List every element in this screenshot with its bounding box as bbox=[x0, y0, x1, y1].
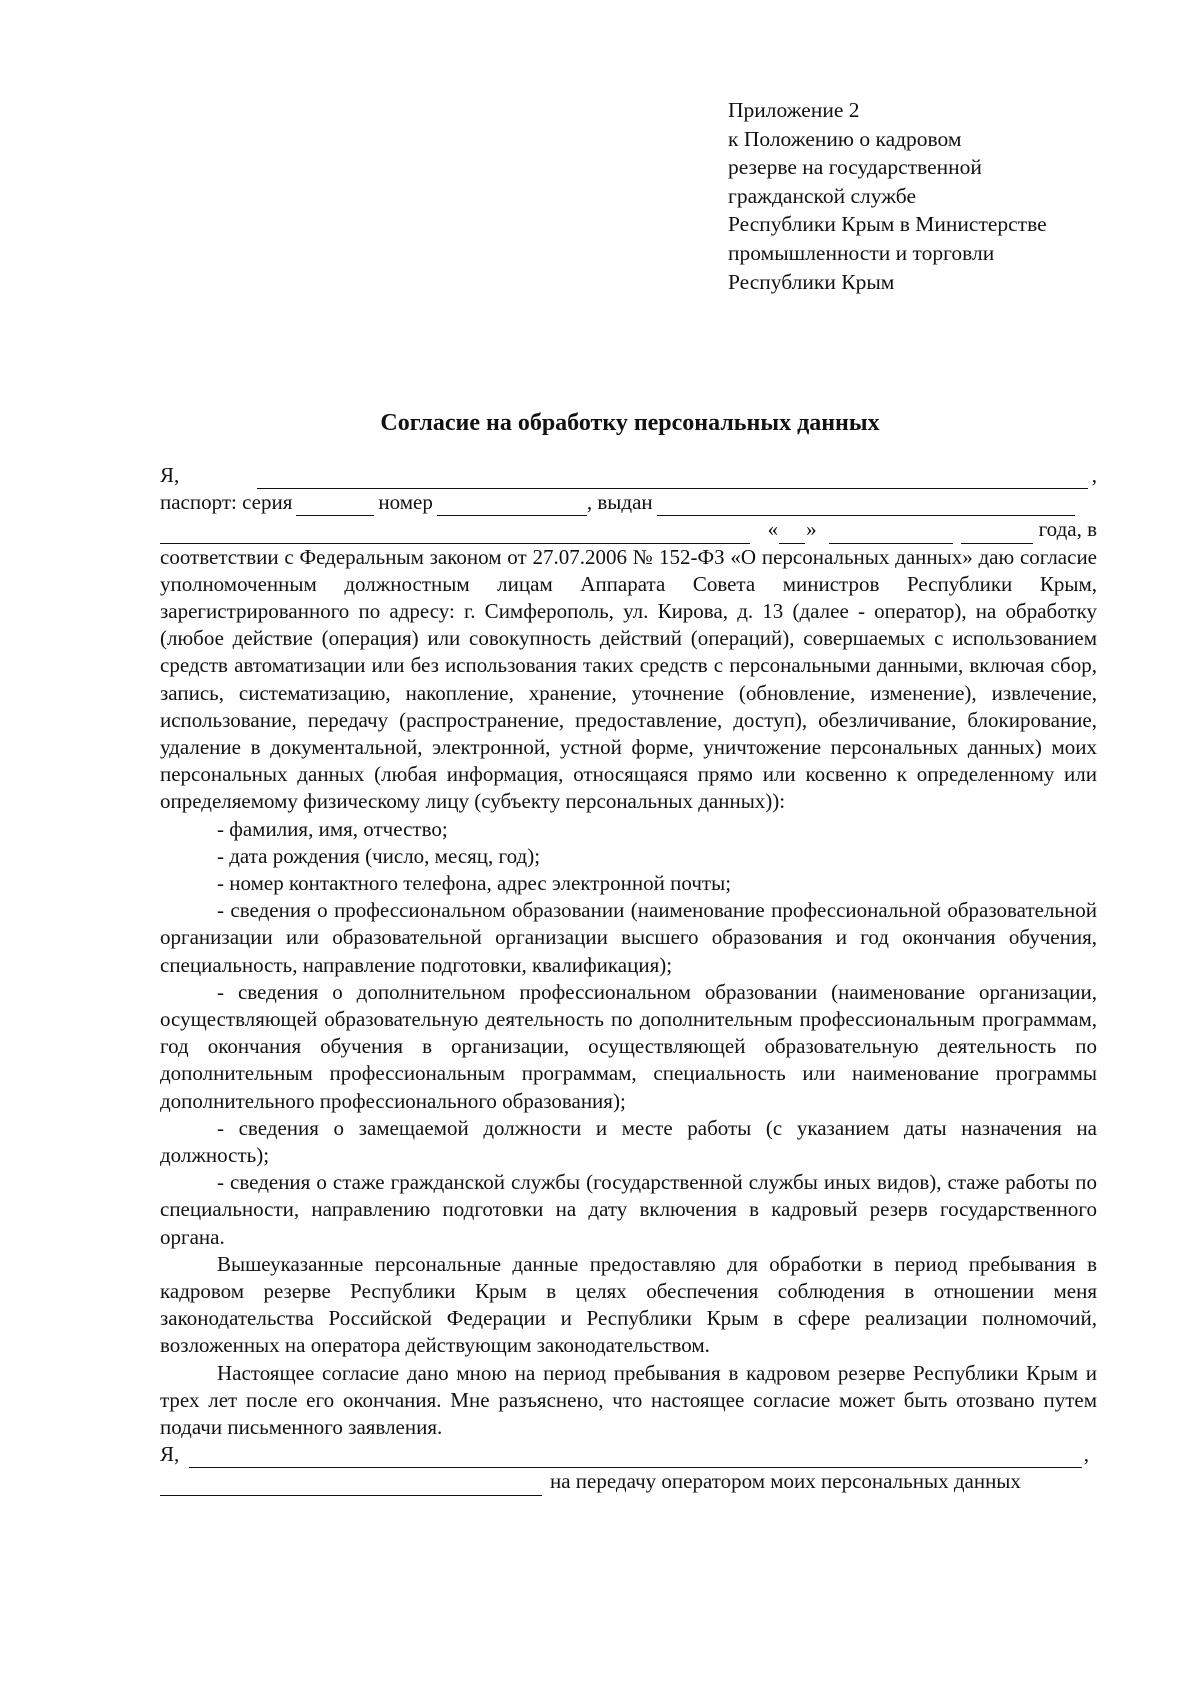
ya-label: Я, bbox=[160, 462, 180, 487]
issue-day-field[interactable] bbox=[779, 523, 805, 544]
list-item: - дата рождения (число, месяц, год); bbox=[217, 843, 541, 868]
term-paragraph: Настоящее согласие дано мною на период пребывания в кадровом резерве Республики Крым и трех лет после его окончания. Мне разъяснено, что настоящее согласие может быть отозвано путем подачи письменного заявления. bbox=[160, 1360, 1097, 1440]
appendix-line: Республики Крым в Министерстве bbox=[728, 212, 1047, 237]
footer-ya-label: Я, bbox=[160, 1442, 180, 1467]
transfer-text: на передачу оператором моих персональных данных bbox=[550, 1469, 1021, 1494]
footer-full-name-field[interactable] bbox=[189, 1447, 1081, 1468]
name-line bbox=[160, 462, 1097, 489]
passport-series-label: паспорт: серия bbox=[160, 490, 293, 515]
passport-series-field[interactable] bbox=[296, 495, 374, 516]
appendix-line: гражданской службе bbox=[728, 183, 916, 208]
footer-comma: , bbox=[1083, 1442, 1089, 1467]
appendix-line: Приложение 2 bbox=[728, 98, 860, 122]
appendix-line: промышленности и торговли bbox=[728, 240, 995, 265]
list-item: - сведения о замещаемой должности и месте работы (с указанием даты назначения на должность); bbox=[160, 1115, 1097, 1168]
year-label: года, в bbox=[1038, 517, 1097, 542]
quote-open: « bbox=[767, 517, 779, 542]
appendix-line: резерве на государственной bbox=[728, 155, 982, 180]
footer-transfer-line bbox=[160, 1468, 1097, 1495]
comma: , bbox=[1091, 462, 1097, 487]
issued-label: , выдан bbox=[586, 490, 653, 515]
issue-year-field[interactable] bbox=[961, 523, 1033, 544]
passport-number-field[interactable] bbox=[437, 495, 587, 516]
issued-by-continued-field[interactable] bbox=[160, 523, 750, 544]
document-title: Согласие на обработку персональных данных bbox=[380, 410, 880, 436]
full-name-field[interactable] bbox=[257, 468, 1087, 489]
issued-by-field[interactable] bbox=[657, 495, 1075, 516]
list-item: - сведения о стаже гражданской службы (государственной службы иных видов), стаже работы по специальности, направлению подготовки на дату включения в кадровый резерв государственного органа. bbox=[160, 1170, 1097, 1249]
footer-consent-field[interactable] bbox=[160, 1475, 542, 1496]
document-body bbox=[160, 462, 1097, 1496]
issue-date-line bbox=[160, 516, 1097, 543]
list-item: - сведения о профессиональном образовании (наименование профессиональной образовательной организации или образовательной организации высшего образования и год окончания обучения, специальность, направление подготовки, квалификация); bbox=[160, 898, 1097, 977]
passport-line bbox=[160, 489, 1097, 516]
list-item: - номер контактного телефона, адрес электронной почты; bbox=[217, 871, 732, 895]
passport-number-label: номер bbox=[378, 490, 433, 515]
list-item: - сведения о дополнительном профессиональном образовании (наименование организации, осуществляющей образовательную деятельность по дополнительным профессиональным программам, год окончания обучения в организации, осуществляющей образовательную деятельность по дополнительным профессиональным программам, специальность или наименование программы дополнительного профессионального образования); bbox=[160, 979, 1097, 1113]
appendix-note bbox=[728, 96, 1168, 296]
appendix-line: Республики Крым bbox=[728, 269, 895, 294]
appendix-line: к Положению о кадровом bbox=[728, 126, 962, 151]
purpose-paragraph: Вышеуказанные персональные данные предоставляю для обработки в период пребывания в кадровом резерве Республики Крым в целях обеспечения соблюдения в отношении меня законодательства Российской Федерации и Республики Крым в сфере реализации полномочий, возложенных на оператора действующим законодательством. bbox=[160, 1251, 1097, 1358]
footer-name-line bbox=[160, 1441, 1097, 1468]
consent-main-paragraph: соответствии с Федеральным законом от 27.07.2006 № 152-ФЗ «О персональных данных» даю согласие уполномоченным должностным лицам Аппарата Совета министров Республики Крым, зарегистрированного по адресу: г. Симферополь, ул. Кирова, д. 13 (далее - оператор), на обработку (любое действие (операция) или совокупность действий (операций), совершаемых с использованием средств автоматизации или без использования таких средств с персональными данными, включая сбор, запись, систематизацию, накопление, хранение, уточнение (обновление, изменение), извлечение, использование, передачу (распространение, предоставление, доступ), обезличивание, блокирование, удаление в документальной, электронной, устной форме, уничтожение персональных данных) моих персональных данных (любая информация, относящаяся прямо или косвенно к определенному или определяемому физическому лицу (субъекту персональных данных)): bbox=[160, 544, 1097, 814]
issue-month-field[interactable] bbox=[829, 523, 953, 544]
list-item: - фамилия, имя, отчество; bbox=[217, 816, 448, 841]
quote-close: » bbox=[806, 517, 817, 542]
